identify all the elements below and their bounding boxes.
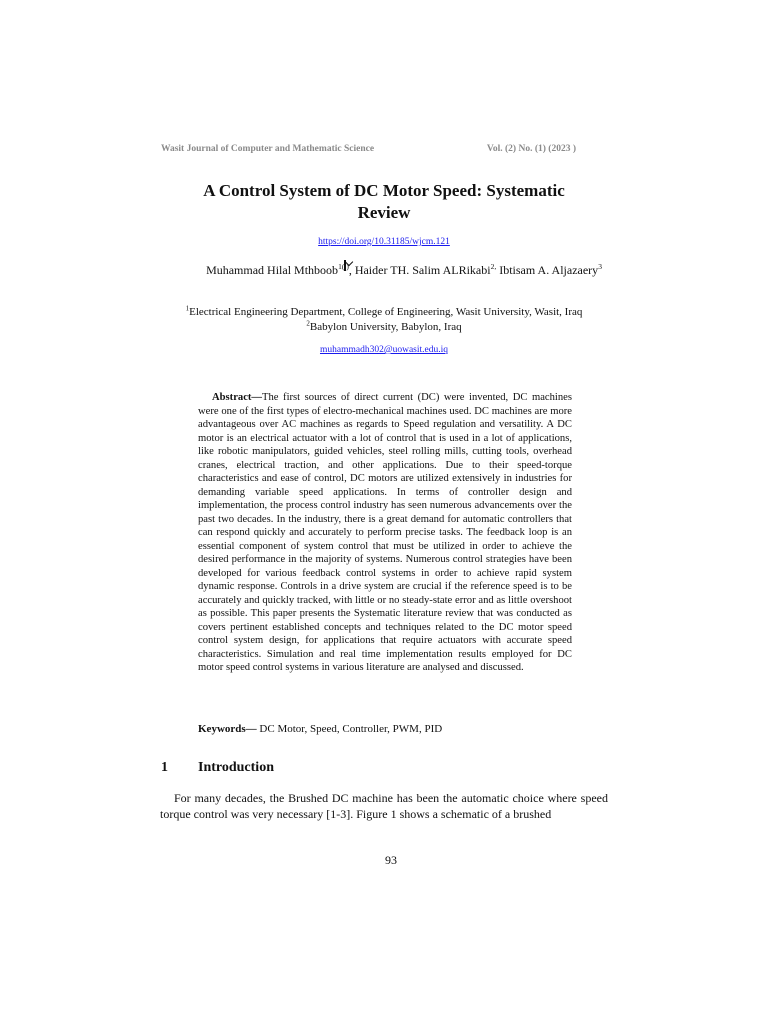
abstract (198, 391, 572, 675)
section-number: 1 (161, 760, 168, 775)
email-link[interactable]: muhammadh302@uowasit.edu.iq (319, 345, 448, 355)
author-list (200, 262, 608, 278)
page-number: 93 (385, 853, 397, 867)
keywords (198, 723, 572, 735)
title-line-2: Review (357, 203, 411, 222)
keywords-label: Keywords— (198, 723, 257, 735)
doi-line (160, 237, 608, 247)
affiliation-1: $^1$Electrical Engineering Department, College of Engineering, Wasit University, Wasit, Iraq (185, 304, 583, 318)
affiliations (160, 305, 608, 335)
volume-info: Vol. (2) No. (1) (2023 ) (486, 144, 576, 154)
title-line-1: A Control System of DC Motor Speed: Systematic (203, 181, 565, 200)
author-1-affil: 1( ) (338, 262, 349, 271)
author-2-name: , Haider TH. Salim ALRikabi (348, 263, 491, 277)
body-paragraph: For many decades, the Brushed DC machine has been the automatic choice where speed torque control was very necessary [1-3]. Figure 1 shows a schematic of a brushed (160, 791, 608, 821)
keywords-text: DC Motor, Speed, Controller, PWM, PID (256, 723, 443, 735)
running-header (161, 144, 576, 154)
author-3-affil: 3 (598, 262, 602, 271)
abstract-text: The first sources of direct current (DC) were invented, DC machines were one of the first types of electro-mechanical machines used. DC machines are more advantageous over AC machines as regards to Speed regulation and versatility. A DC motor is an electrical actuator with a lot of control that is used in a lot of applications, like robotic manipulators, guided vehicles, steel rolling mills, cutting tools, overhead cranes, electrical traction, and other applications. Due to their speed-torque characteristics and ease of control, DC motors are utilized extensively in industries for demanding variable speed applications. In terms of controller design and implementation, the process control industry has seen numerous advancements over the past two decades. In the industry, there is a great demand for automatic controllers that can respond quickly and accurately to perform precise tasks. The feedback loop is an essential component of system control that must be utilized in order to achieve the desired performance in the majority of systems. Numerous control strategies have been developed for various feedback control systems in order to achieve rapid system dynamic response. Controls in a drive system are crucial if the reference speed is to be accurately and quickly tracked, with little or no steady-state error and as little overshoot as possible. This paper presents the Systematic literature review that was conducted as covers pertinent established concepts and techniques related to the DC motor speed control system design, for applications that require actuators with accurate speed characteristics. Simulation and real time implementation results employed for DC motor speed control systems in various literature are analysed and discussed. (198, 392, 572, 673)
section-heading (161, 760, 561, 776)
corresponding-email (160, 345, 608, 355)
body-text (160, 790, 608, 822)
paper-title (160, 180, 608, 224)
abstract-label: Abstract— (212, 392, 263, 403)
author-2-affil: 2, (490, 262, 497, 271)
author-3-name: Ibtisam A. Aljazaery (496, 263, 599, 277)
author-1-name: Muhammad Hilal Mthboob (206, 263, 339, 277)
section-title: Introduction (198, 760, 274, 775)
doi-link[interactable]: https://doi.org/10.31185/wjcm.121 (318, 237, 450, 247)
journal-name: Wasit Journal of Computer and Mathematic Science (161, 144, 375, 154)
affiliation-2: $^2$Babylon University, Babylon, Iraq (306, 319, 462, 333)
